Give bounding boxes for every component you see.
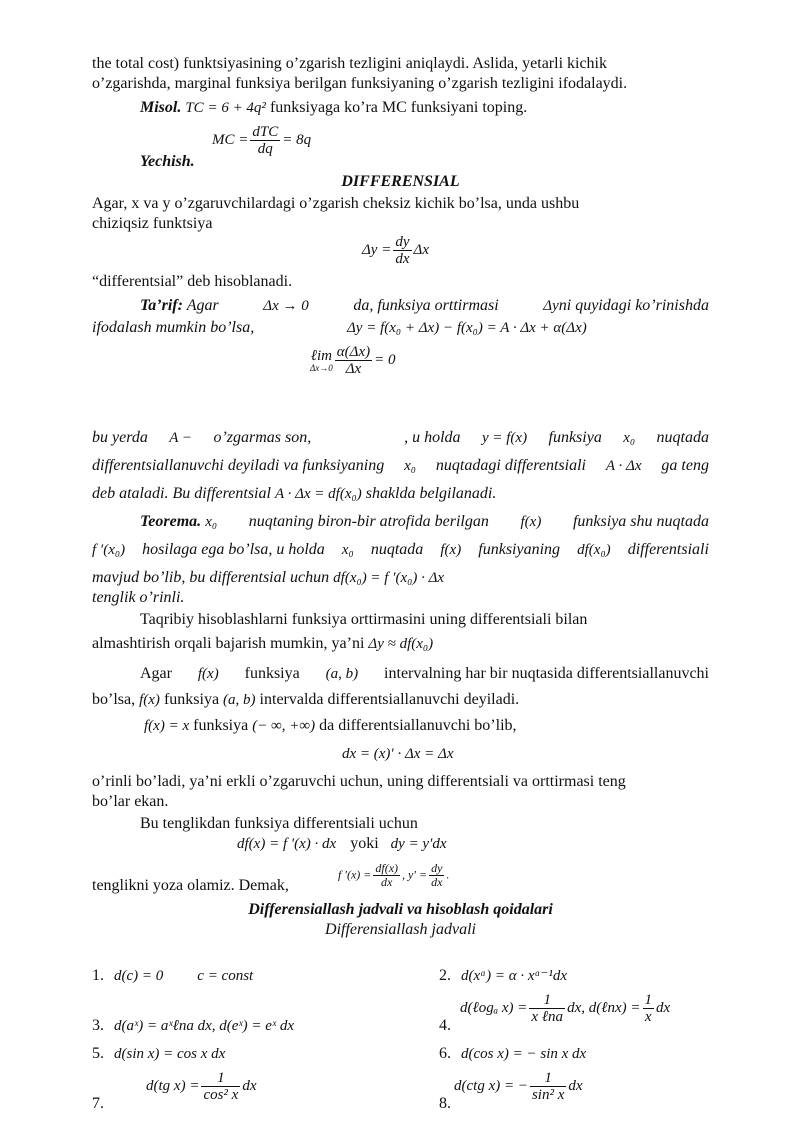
formula: , y′ = (402, 867, 428, 882)
text: funksiya (163, 691, 220, 708)
paragraph-5-line-1 (144, 716, 517, 736)
lim-sub: Δx→0 (310, 362, 333, 373)
text: da differentsiallanuvchi bo’lib, (319, 717, 517, 734)
mc-den: dq (257, 141, 273, 157)
text: ni quyidagi ko’rinishda (558, 297, 709, 314)
formula: d(tg x) = (146, 1077, 200, 1094)
den: cos² x (203, 1087, 239, 1103)
text: ga teng (661, 457, 709, 474)
text: funksiyaning (478, 541, 561, 558)
section-title-differensial: DIFFERENSIAL (341, 173, 460, 190)
text: intervalning har bir nuqtasida differentsiallanuvchi (384, 665, 709, 682)
teorema-line-2 (92, 540, 709, 560)
mc-rhs: = 8q (282, 131, 312, 148)
tarif-equation: Δy = f(x₀ + Δx) − f(x₀) = A · Δx + α(Δx) (347, 320, 587, 336)
formula: Δy ≈ df(x₀) (368, 636, 434, 652)
mc-lhs: MC = (212, 131, 249, 148)
lim-word: ℓim (310, 347, 333, 364)
tarif-label: Ta’rif: (140, 297, 183, 314)
mc-fraction (250, 124, 280, 157)
table-item-4-number: 4. (439, 1017, 451, 1034)
formula: A · Δx (605, 458, 642, 474)
line-5 (92, 456, 709, 476)
text: Agar, x va y o’zgaruvchilardagi o’zgarish cheksiz kichik bo’lsa, unda ushbu (92, 195, 580, 212)
text: almashtirish orqali bajarish mumkin, ya’ni (92, 635, 365, 652)
formula: x₀ (404, 458, 417, 474)
table-item-1 (92, 966, 253, 986)
formula: df(x₀) (577, 542, 611, 558)
frac (643, 992, 655, 1025)
section-subtitle-jadval: Differensiallash jadvali (325, 921, 476, 938)
formula: f ′(x₀) (92, 542, 126, 558)
formula: f(x) (440, 542, 462, 558)
text: funksiya shu nuqtada (572, 513, 709, 530)
misol-line (140, 98, 527, 118)
text: o’rinli bo’ladi, ya’ni erkli o’zgaruvchi uchun, uning differentsiali va orttirmasi teng (92, 773, 626, 790)
paragraph-2-line-2: chiziqsiz funktsiya (92, 215, 213, 232)
frac (201, 1070, 240, 1103)
table-item-2 (439, 966, 567, 986)
paragraph-7-line-2 (237, 834, 447, 854)
paragraph-3-line-1 (140, 610, 709, 630)
text: Taqribiy hisoblashlarni funksiya orttirmasini uning differentsiali bilan (140, 611, 588, 628)
paragraph-2-line-1 (92, 194, 709, 214)
text: Agar (140, 665, 172, 682)
text: hosilaga ega bo’lsa, u holda (142, 541, 325, 558)
table-item-8 (454, 1070, 583, 1103)
paragraph-2-line-3: “differentsial” deb hisoblanadi. (92, 273, 293, 290)
formula: dx (656, 999, 671, 1016)
num: 1 (644, 992, 652, 1008)
text: funksiya (548, 429, 602, 446)
formula: (a, b) (325, 666, 359, 682)
eq1-rhs: Δx (413, 241, 429, 258)
text: differentsiali (627, 541, 709, 558)
text: funksiya (193, 717, 249, 734)
text: , u holda (404, 429, 461, 446)
text: the total cost) funktsiyasining o’zgarish tezligini aniqlaydi. Aslida, yetarli kichik (92, 55, 607, 72)
lim-num: α(Δx) (336, 344, 371, 360)
formula: dy = y′dx (390, 836, 447, 852)
text: bu yerda (92, 429, 148, 446)
formula: d(ℓogₐ x) = (460, 999, 528, 1016)
formula: (− ∞, +∞) (252, 718, 316, 734)
formula: Δy (543, 298, 559, 314)
formula: d(aˣ) = aˣℓna dx, d(eˣ) = eˣ dx (114, 1018, 295, 1034)
num: 1 (529, 992, 565, 1009)
formula: d(c) = 0 (114, 968, 164, 984)
table-item-7-number: 7. (92, 1095, 104, 1112)
formula: x₀ (623, 430, 636, 446)
table-item-4 (460, 992, 670, 1025)
formula: . (446, 867, 450, 882)
paragraph-4-line-1 (140, 664, 709, 684)
teorema-line-4: tenglik o’rinli. (92, 589, 185, 606)
text: nuqtadagi differentsiali (435, 457, 586, 474)
derivative-notation (338, 862, 449, 889)
paragraph-4-line-2 (92, 690, 519, 710)
teorema-line-3 (92, 568, 444, 588)
formula: c = const (197, 968, 254, 984)
line-6 (92, 484, 496, 504)
eq1-lhs: Δy = (362, 241, 392, 258)
frac (373, 862, 400, 889)
misol-text: funksiyaga ko’ra MC funksiyani toping. (269, 99, 528, 116)
formula: y = f(x) (481, 430, 528, 446)
misol-formula: TC = 6 + 4q² (185, 100, 266, 116)
paragraph-6-line-1 (92, 772, 709, 792)
item-number: 2. (439, 967, 451, 984)
teorema-label: Teorema. (140, 513, 202, 530)
limit-equation (310, 344, 395, 377)
mc-num: dTC (252, 124, 279, 140)
table-item-7 (146, 1070, 257, 1103)
text: intervalda differentsiallanuvchi deyiladi. (259, 691, 520, 708)
formula: f(x) (197, 666, 219, 682)
formula: dx (242, 1077, 257, 1094)
eq1-fraction (393, 234, 411, 267)
text: Agar (186, 297, 219, 314)
formula: (a, b) (223, 692, 256, 708)
table-item-6 (439, 1044, 586, 1064)
num: 1 (530, 1070, 566, 1087)
item-number: 3. (92, 1017, 104, 1034)
formula: Δx → 0 (263, 298, 309, 314)
lim-den: Δx (345, 361, 362, 377)
mc-equation (212, 124, 311, 157)
line-4 (92, 428, 709, 448)
den: x (644, 1009, 652, 1025)
teorema-line-1 (140, 512, 709, 532)
misol-label: Misol. (140, 99, 182, 116)
dx-equation: dx = (x)′ · Δx = Δx (342, 746, 454, 762)
text: o’zgarishda, marginal funksiya berilgan funksiyaning o’zgarish tezligini ifodalaydi. (92, 75, 628, 92)
tarif-line-2 (92, 318, 254, 338)
num: df(x) (375, 861, 399, 875)
formula: d(cos x) = − sin x dx (461, 1046, 587, 1062)
table-item-3 (92, 1016, 294, 1036)
formula: d(ctg x) = − (454, 1077, 528, 1094)
lim-block (310, 349, 333, 373)
lim-fraction (335, 344, 372, 377)
formula: dx, d(ℓnx) = (567, 999, 641, 1016)
text: o’zgarmas son, (213, 429, 312, 446)
num: dy (431, 861, 443, 875)
table-item-5 (92, 1044, 225, 1064)
den: x ℓna (531, 1009, 564, 1025)
text: differentsiallanuvchi deyiladi va funksiyaning (92, 457, 385, 474)
frac (530, 1070, 566, 1103)
formula: f(x) (139, 692, 160, 708)
tarif-line-1 (140, 296, 709, 316)
text: funksiya (244, 665, 300, 682)
formula: f ′(x) = (338, 867, 372, 882)
eq1-num: dy (395, 234, 410, 250)
formula: f(x) (520, 514, 542, 530)
text: ifodalash mumkin bo’lsa, (92, 319, 255, 336)
item-number: 1. (92, 967, 104, 984)
text: nuqtada (370, 541, 424, 558)
frac (529, 992, 565, 1025)
yechish-label: Yechish. (140, 153, 195, 170)
paragraph-8-line (92, 876, 289, 896)
paragraph-1-line-1 (92, 54, 709, 74)
den: sin² x (531, 1087, 565, 1103)
formula: df(x₀) = f ′(x₀) · Δx (333, 570, 445, 586)
formula: df(x) = f ′(x) · dx (237, 836, 337, 852)
frac (429, 862, 444, 889)
text: nuqtada (656, 429, 709, 446)
text: bo’lsa, (92, 691, 136, 708)
formula: f(x) = x (144, 718, 190, 734)
text: mavjud bo’lib, bu differentsial uchun (92, 569, 330, 586)
num: 1 (201, 1070, 240, 1087)
equation-delta-y (362, 234, 429, 267)
paragraph-7-line-1: Bu tenglikdan funksiya differentsiali uchun (140, 815, 418, 832)
table-item-8-number: 8. (439, 1095, 451, 1112)
formula: x₀ (341, 542, 354, 558)
item-number: 5. (92, 1045, 104, 1062)
text: shaklda belgilanadi. (365, 485, 497, 502)
item-number: 6. (439, 1045, 451, 1062)
lim-rhs: = 0 (374, 351, 396, 368)
text: tenglikni yoza olamiz. Demak, (92, 877, 289, 894)
den: dx (381, 875, 393, 889)
paragraph-3-line-2 (92, 634, 433, 654)
text: yoki (350, 835, 379, 852)
formula: dx (568, 1077, 583, 1094)
text: nuqtaning biron-bir atrofida berilgan (248, 513, 489, 530)
formula: x₀ (205, 514, 218, 530)
text: deb ataladi. Bu differentsial (92, 485, 271, 502)
den: dx (431, 875, 443, 889)
paragraph-1-line-2 (92, 74, 627, 94)
text: da, funksiya orttirmasi (353, 297, 499, 314)
section-title-jadval: Differensiallash jadvali va hisoblash qoidalari (248, 901, 553, 918)
formula: d(sin x) = cos x dx (114, 1046, 226, 1062)
paragraph-6-line-2: bo’lar ekan. (92, 793, 169, 810)
formula: A − (169, 430, 193, 446)
eq1-den: dx (395, 251, 410, 267)
formula: d(xᵅ) = α · xᵅ⁻¹dx (461, 968, 568, 984)
formula: A · Δx = df(x₀) (274, 486, 362, 502)
